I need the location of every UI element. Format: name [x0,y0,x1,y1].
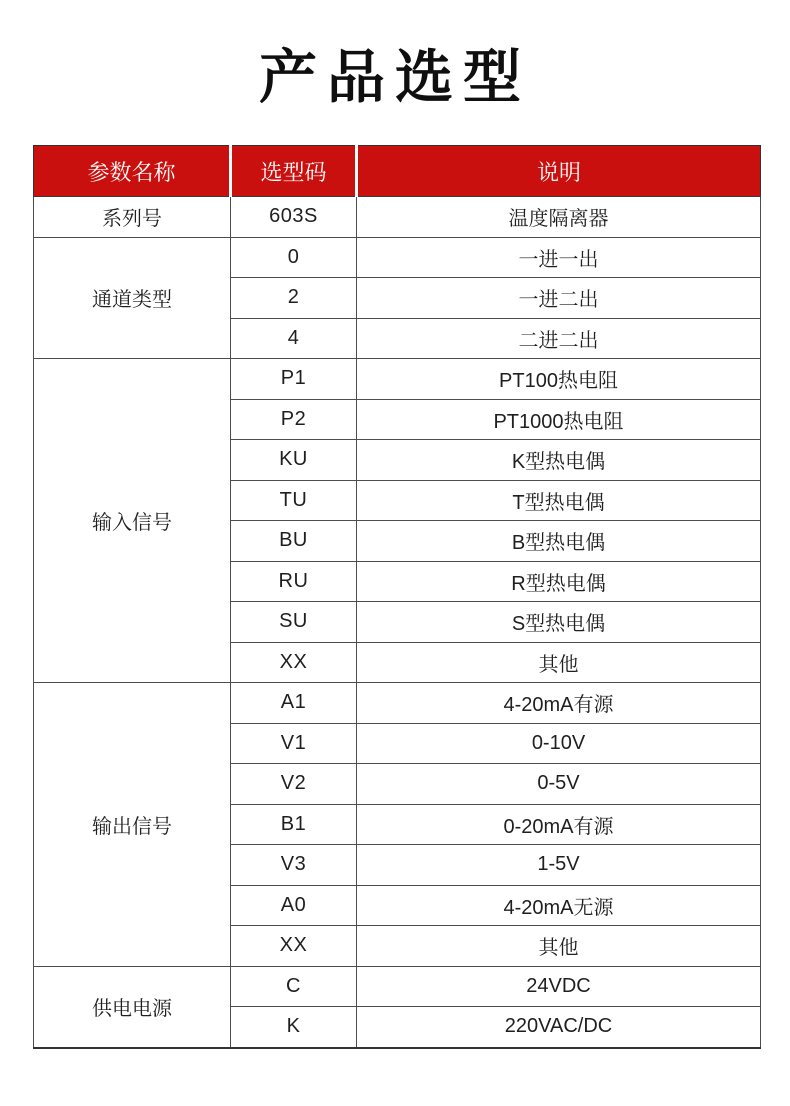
param-name-cell: 输入信号 [34,359,231,683]
selection-code-cell: XX [231,642,357,683]
description-cell: 24VDC [357,966,761,1007]
selection-code-cell: P2 [231,399,357,440]
description-cell: 4-20mA无源 [357,885,761,926]
table-row [34,683,761,724]
selection-code-cell: V2 [231,764,357,805]
selection-code-cell: 0 [231,237,357,278]
description-cell: PT1000热电阻 [357,399,761,440]
table-row [34,197,761,238]
description-cell: 其他 [357,642,761,683]
param-name-cell: 系列号 [34,197,231,238]
selection-table-body [34,197,761,1048]
header-row [34,146,761,197]
description-cell: PT100热电阻 [357,359,761,400]
description-cell: 一进二出 [357,278,761,319]
table-row [34,966,761,1007]
page-title: 产品选型 [258,45,531,110]
description-cell: R型热电偶 [357,561,761,602]
selection-code-cell: V3 [231,845,357,886]
param-name-cell: 供电电源 [34,966,231,1048]
description-cell: B型热电偶 [357,521,761,562]
product-selection-table [33,145,761,1049]
description-cell: S型热电偶 [357,602,761,643]
description-cell: 0-10V [357,723,761,764]
selection-code-cell: 4 [231,318,357,359]
description-cell: 0-20mA有源 [357,804,761,845]
selection-code-cell: 603S [231,197,357,238]
header-description: 说明 [357,146,761,197]
description-cell: K型热电偶 [357,440,761,481]
selection-code-cell: KU [231,440,357,481]
selection-code-cell: 2 [231,278,357,319]
selection-code-cell: XX [231,926,357,967]
selection-code-cell: C [231,966,357,1007]
selection-code-cell: B1 [231,804,357,845]
description-cell: T型热电偶 [357,480,761,521]
description-cell: 4-20mA有源 [357,683,761,724]
description-cell: 0-5V [357,764,761,805]
selection-code-cell: A0 [231,885,357,926]
description-cell: 其他 [357,926,761,967]
table-row [34,359,761,400]
param-name-cell: 通道类型 [34,237,231,359]
selection-code-cell: TU [231,480,357,521]
description-cell: 220VAC/DC [357,1007,761,1048]
selection-code-cell: K [231,1007,357,1048]
description-cell: 1-5V [357,845,761,886]
param-name-cell: 输出信号 [34,683,231,967]
table-header [34,146,761,197]
selection-code-cell: V1 [231,723,357,764]
header-param-name: 参数名称 [34,146,231,197]
selection-code-cell: RU [231,561,357,602]
description-cell: 二进二出 [357,318,761,359]
table-row [34,237,761,278]
selection-code-cell: P1 [231,359,357,400]
selection-code-cell: A1 [231,683,357,724]
selection-code-cell: BU [231,521,357,562]
description-cell: 温度隔离器 [357,197,761,238]
selection-code-cell: SU [231,602,357,643]
header-selection-code: 选型码 [231,146,357,197]
description-cell: 一进一出 [357,237,761,278]
